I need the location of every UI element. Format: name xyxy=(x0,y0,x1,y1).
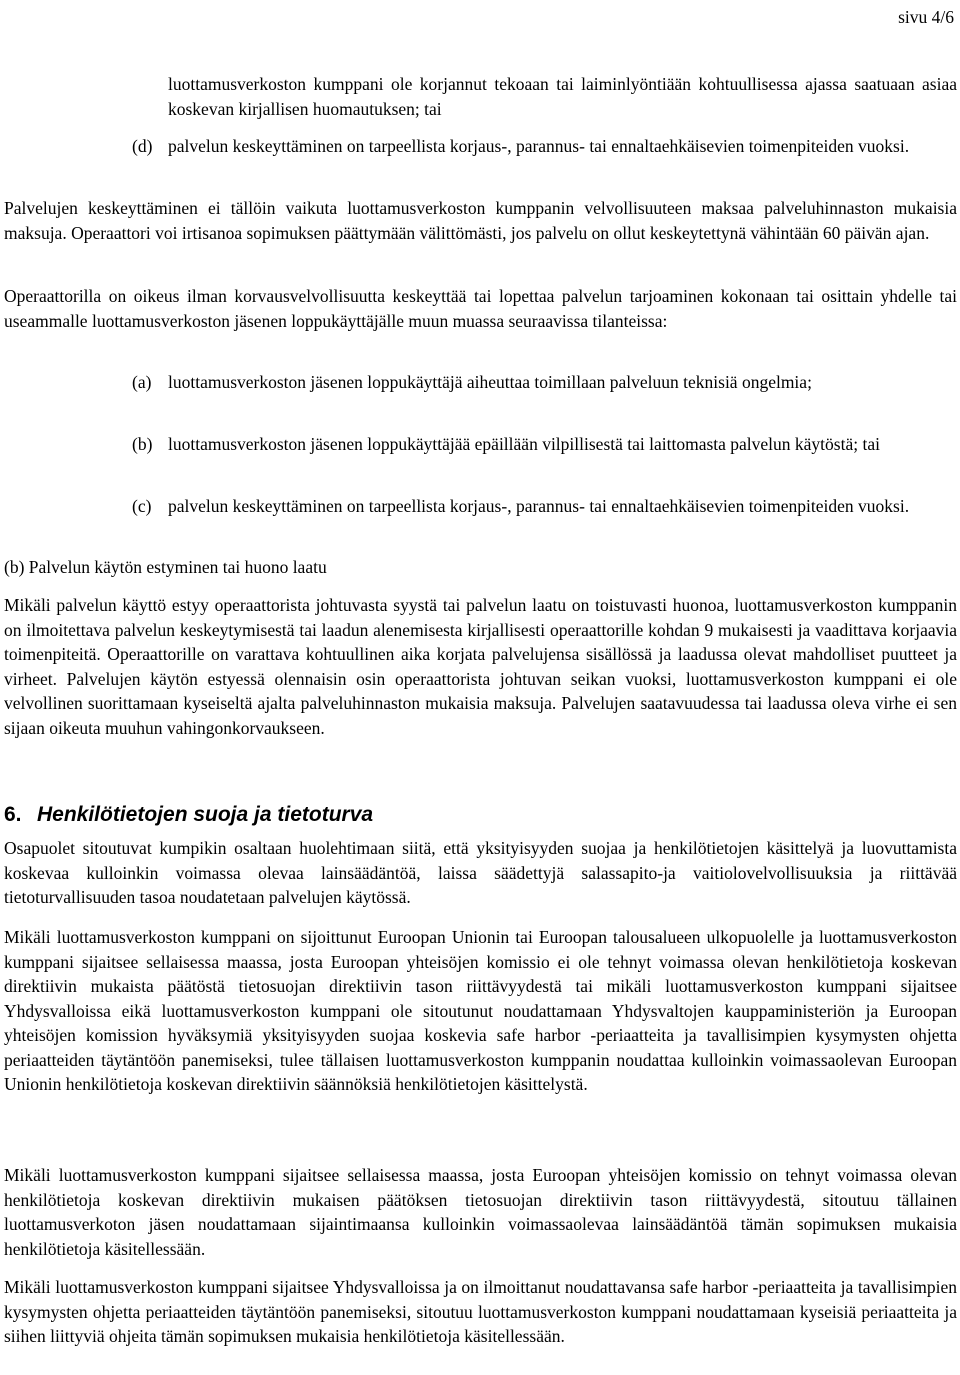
page-number: sivu 4/6 xyxy=(898,7,954,27)
paragraph-s6-4: Mikäli luottamusverkoston kumppani sijaitsee Yhdysvalloissa ja on ilmoittanut noudattavansa safe harbor -periaatteita ja tavallisimpien kysymysten ohjetta periaatteiden täytäntöön panemiseksi, sitoutuu luottamusverkoston kumppani noudattamaan kyseisiä periaatteita ja siihen liittyviä ohjeita tämän sopimuksen mukaisia henkilötietoja käsitellessään. xyxy=(4,1277,957,1346)
list-item-d xyxy=(132,134,957,159)
paragraph-s6-1: Osapuolet sitoutuvat kumpikin osaltaan huolehtimaan siitä, että yksityisyyden suojaa ja henkilötietojen käsittelyä ja luovuttamista koskevaa kulloinkin voimassa olevaa lainsäädäntöä, laissa säädettyjä salassapito-ja vaitiolovelvollisuuksia ja riittävää tietoturvallisuuden tasoa noudatetaan palvelujen käytössä. xyxy=(4,838,957,907)
list-item-text: luottamusverkoston kumppani ole korjannut tekoaan tai laiminlyöntiään kohtuullisessa ajassa saatuaan asiaa koskevan kirjallisen huomautuksen; tai xyxy=(168,74,957,119)
list-item-text: luottamusverkoston jäsenen loppukäyttäjää epäillään vilpillisestä tai laittomasta palvelun käytöstä; tai xyxy=(168,434,880,454)
list-item-letter: (b) xyxy=(132,434,153,454)
paragraph-s6-2: Mikäli luottamusverkoston kumppani on sijoittunut Euroopan Unionin tai Euroopan talousalueen ulkopuolelle ja luottamusverkoston kumppani sijaitsee sellaisessa maassa, josta Euroopan yhteisöjen komissio ei ole tehnyt voimassa olevan henkilötietoja koskevan direktiivin mukaista päätöstä tietosuojan direktiivin tason riittävyydestä tai mikäli luottamusverkoston kumppani sijaitsee Yhdysvalloissa eikä luottamusverkoston kumppani ole sitoutunut noudattamaan Yhdysvaltojen kauppaministeriön ja Euroopan yhteisöjen komission hyväksymiä yksityisyyden suojaa koskevia safe harbor -periaatteita ja tavallisimpien kysymysten ohjetta periaatteiden täytäntöön panemiseksi, tulee tällaisen luottamusverkoston kumppanin noudattaa kulloinkin voimassaolevan Euroopan Unionin henkilötietoja koskevan direktiivin säännöksiä henkilötietojen käsittelystä. xyxy=(4,927,957,1094)
section-number: 6. xyxy=(4,803,22,826)
paragraph-suspension: Palvelujen keskeyttäminen ei tällöin vaikuta luottamusverkoston kumppanin velvollisuuteen maksaa palveluhinnaston mukaisia maksuja. Operaattori voi irtisanoa sopimuksen päättymään välittömästi, jos palvelu on ollut keskeytettynä vähintään 60 päivän ajan. xyxy=(4,198,957,243)
list-item-text: palvelun keskeyttäminen on tarpeellista korjaus-, parannus- tai ennaltaehkäisevien toimenpiteiden vuoksi. xyxy=(168,496,910,516)
section-heading xyxy=(4,802,373,828)
list-item-letter: (d) xyxy=(132,136,153,156)
section-title: Henkilötietojen suoja ja tietoturva xyxy=(37,803,374,826)
list-item-a xyxy=(132,370,957,395)
list-item-text: luottamusverkoston jäsenen loppukäyttäjä aiheuttaa toimillaan palveluun teknisiä ongelmia; xyxy=(168,372,812,392)
list-item-text: palvelun keskeyttäminen on tarpeellista korjaus-, parannus- tai ennaltaehkäisevien toimenpiteiden vuoksi. xyxy=(168,136,910,156)
list-item-letter: (a) xyxy=(132,372,152,392)
list-item-b xyxy=(132,432,957,457)
subheading-b: (b) Palvelun käytön estyminen tai huono laatu xyxy=(4,557,327,577)
paragraph-operator-right: Operaattorilla on oikeus ilman korvausvelvollisuutta keskeyttää tai lopettaa palvelun tarjoaminen kokonaan tai osittain yhdelle tai useammalle luottamusverkoston jäsenen loppukäyttäjälle muun muassa seuraavissa tilanteissa: xyxy=(4,286,957,331)
paragraph-quality: Mikäli palvelun käyttö estyy operaattorista johtuvasta syystä tai palvelun laatu on toistuvasti huonoa, luottamusverkoston kumppanin on ilmoitettava palvelun keskeytymisestä tai laadun alenemisesta kirjallisesti operaattorille kohdan 9 mukaisesti ja vaadittava korjaavia toimenpiteitä. Operaattorille on varattava kohtuullinen aika korjata palvelujensa sisällössä ja laadussa olevat mahdolliset puutteet ja virheet. Palvelujen käytön estyessä olennaisin osin operaattorista johtuvan seikan vuoksi, luottamusverkoston kumppani ei ole velvollinen suorittamaan kyseiseltä ajalta palveluhinnaston mukaisia maksuja. Palvelujen saatavuudessa tai laadussa oleva virhe ei sen sijaan oikeuta muuhun vahingonkorvaukseen. xyxy=(4,595,957,738)
list-item-c xyxy=(132,494,957,519)
list-item-continuation xyxy=(168,72,957,121)
list-item-letter: (c) xyxy=(132,496,152,516)
paragraph-s6-3: Mikäli luottamusverkoston kumppani sijaitsee sellaisessa maassa, josta Euroopan yhteisöjen komissio on tehnyt voimassa olevan henkilötietoja koskevan direktiivin mukaisen päätöksen tietosuojan direktiivin tason riittävyydestä, sitoutuu tällainen luottamusverkoton jäsen noudattamaan sijaintimaansa kulloinkin voimassaolevaa lainsäädäntöä tämän sopimuksen mukaisia henkilötietoja käsitellessään. xyxy=(4,1165,957,1259)
